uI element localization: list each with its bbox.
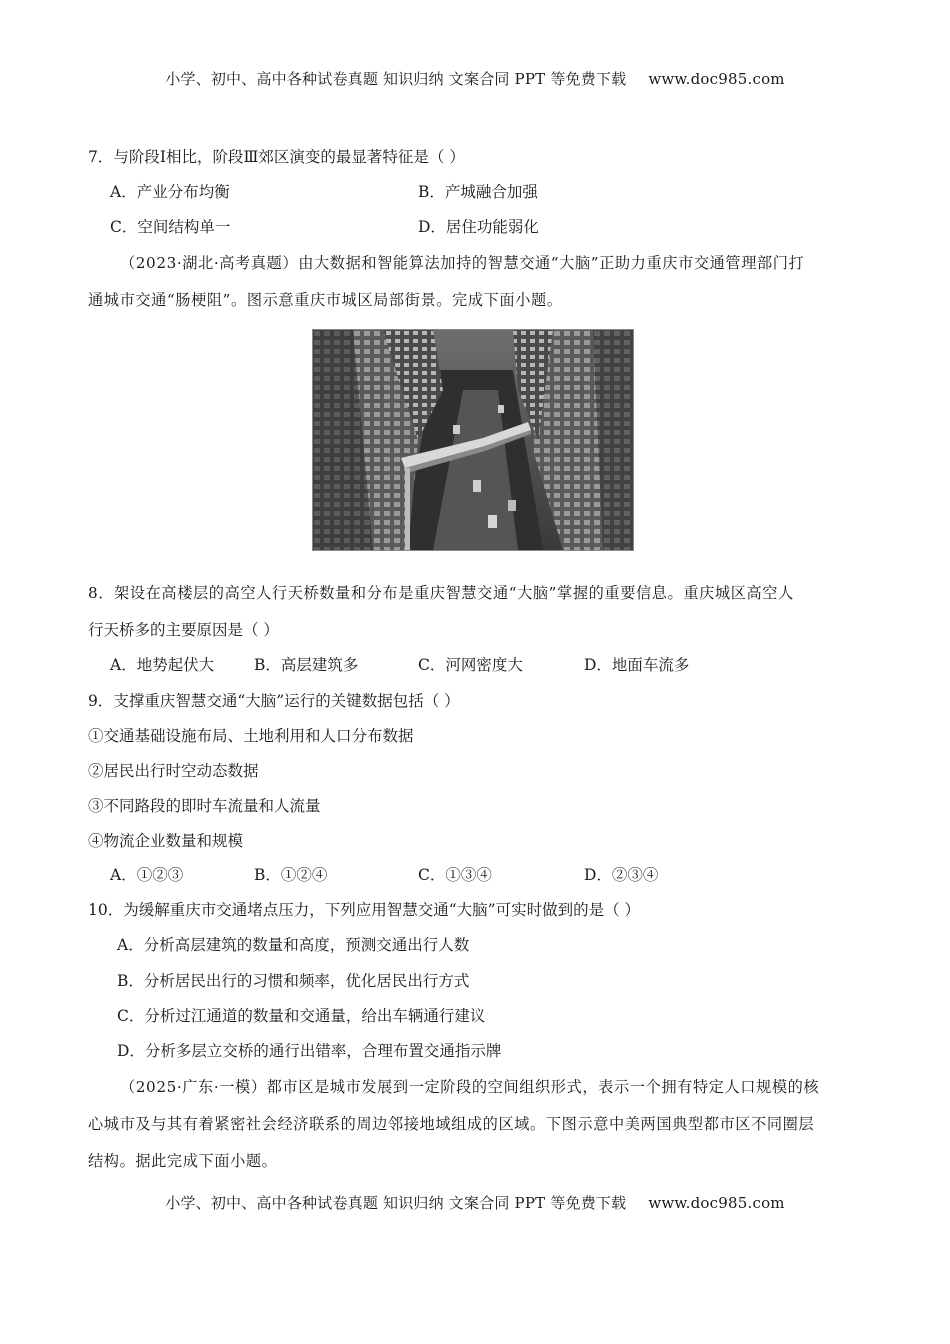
q10-option-a: A．分析高层建筑的数量和高度，预测交通出行人数 (117, 936, 470, 954)
page-footer (0, 1192, 950, 1213)
footer-url[interactable]: www.doc985.com (648, 1194, 785, 1212)
q7-option-a: A．产业分布均衡 (110, 183, 230, 201)
q8-option-c: C．河网密度大 (418, 656, 523, 674)
header-url[interactable]: www.doc985.com (648, 70, 785, 88)
q9-option-b: B．①②④ (254, 866, 328, 884)
page-header (0, 68, 950, 89)
q7-option-b: B．产城融合加强 (418, 183, 538, 201)
q7-stem: 7．与阶段Ⅰ相比，阶段Ⅲ郊区演变的最显著特征是（ ） (88, 148, 465, 166)
intro2-line2: 心城市及与其有着紧密社会经济联系的周边邻接地域组成的区域。下图示意中美两国典型都市区不同圈层 (88, 1115, 815, 1133)
street-photo-icon (313, 330, 633, 550)
q8-option-b: B．高层建筑多 (254, 656, 359, 674)
q9-item-1: ①交通基础设施布局、土地利用和人口分布数据 (88, 727, 414, 745)
intro1-line1: （2023·湖北·高考真题）由大数据和智能算法加持的智慧交通“大脑”正助力重庆市交通管理部门打 (120, 254, 805, 272)
q9-item-2: ②居民出行时空动态数据 (88, 762, 259, 780)
q8-option-a: A．地势起伏大 (110, 656, 215, 674)
q10-option-b: B．分析居民出行的习惯和频率，优化居民出行方式 (117, 972, 470, 990)
q9-option-d: D．②③④ (584, 866, 659, 884)
q9-item-3: ③不同路段的即时车流量和人流量 (88, 797, 321, 815)
intro1-line2: 通城市交通“肠梗阻”。图示意重庆市城区局部街景。完成下面小题。 (88, 291, 563, 309)
q8-option-d: D．地面车流多 (584, 656, 690, 674)
header-text: 小学、初中、高中各种试卷真题 知识归纳 文案合同 PPT 等免费下载 (165, 70, 627, 88)
q8-line2: 行天桥多的主要原因是（ ） (88, 621, 279, 639)
intro2-line3: 结构。据此完成下面小题。 (88, 1152, 278, 1170)
footer-text: 小学、初中、高中各种试卷真题 知识归纳 文案合同 PPT 等免费下载 (165, 1194, 627, 1212)
street-photo (312, 329, 634, 551)
q9-option-c: C．①③④ (418, 866, 492, 884)
q8-line1: 8．架设在高楼层的高空人行天桥数量和分布是重庆智慧交通“大脑”掌握的重要信息。重庆城区高空人 (88, 584, 794, 602)
q9-item-4: ④物流企业数量和规模 (88, 832, 244, 850)
q10-option-c: C．分析过江通道的数量和交通量，给出车辆通行建议 (117, 1007, 486, 1025)
q7-option-c: C．空间结构单一 (110, 218, 231, 236)
q10-option-d: D．分析多层立交桥的通行出错率，合理布置交通指示牌 (117, 1042, 502, 1060)
q9-stem: 9．支撑重庆智慧交通“大脑”运行的关键数据包括（ ） (88, 692, 460, 710)
q7-option-d: D．居住功能弱化 (418, 218, 539, 236)
q10-stem: 10．为缓解重庆市交通堵点压力，下列应用智慧交通“大脑”可实时做到的是（ ） (88, 901, 641, 919)
q9-option-a: A．①②③ (110, 866, 184, 884)
intro2-line1: （2025·广东·一模）都市区是城市发展到一定阶段的空间组织形式，表示一个拥有特定人口规模的核 (120, 1078, 820, 1096)
